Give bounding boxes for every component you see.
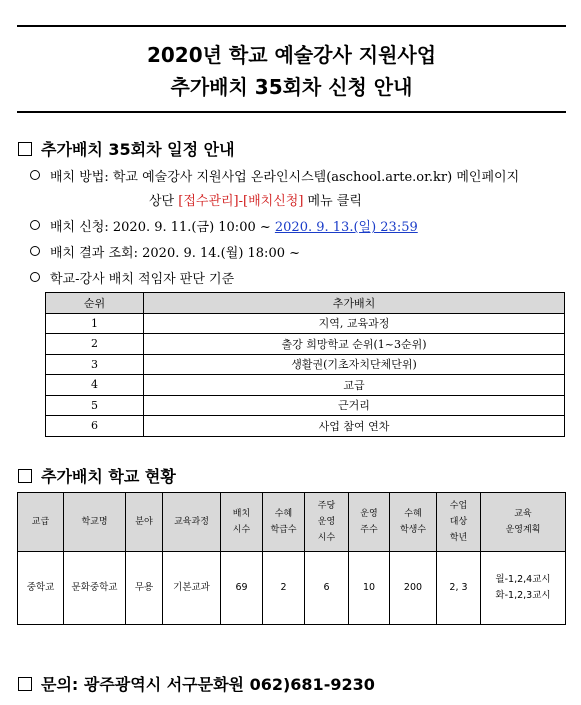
header-cell: 수혜 학급수	[263, 493, 305, 552]
criteria-table	[45, 292, 565, 437]
table-row: 4 교급	[46, 375, 565, 396]
school-table	[17, 492, 566, 625]
checkbox-square-icon	[18, 469, 32, 483]
schedule-item-apply: 배치 신청: 2020. 9. 11.(금) 10:00 ~ 2020. 9. 13.(일) 23:59	[30, 216, 418, 235]
schedule-section-heading	[18, 137, 235, 160]
header-cell: 주당 운영 시수	[305, 493, 349, 552]
menu-path-highlight: [접수관리]-[배치신청]	[178, 194, 304, 209]
table-header-row	[18, 493, 566, 552]
header-cell: 수업 대상 학년	[437, 493, 481, 552]
contact-text: 문의: 광주광역시 서구문화원 062)681-9230	[41, 675, 375, 694]
schedule-item-method	[30, 166, 519, 185]
header-cell: 교육과정	[163, 493, 221, 552]
schedule-item-criteria: 학교-강사 배치 적임자 판단 기준	[30, 268, 234, 287]
header-criteria: 추가배치	[144, 293, 565, 314]
circle-bullet-icon	[30, 246, 40, 256]
page-subtitle: 추가배치 35회차 신청 안내	[170, 75, 413, 99]
method-text: 배치 방법: 학교 예술강사 지원사업 온라인시스템(aschool.arte.or.kr) 메인페이지	[50, 170, 520, 185]
table-row: 2 출강 희망학교 순위(1~3순위)	[46, 334, 565, 355]
header-cell: 배치 시수	[221, 493, 263, 552]
table-row: 3 생활권(기초자치단체단위)	[46, 354, 565, 375]
header-rank: 순위	[46, 293, 144, 314]
schedule-heading-text: 추가배치 35회차 일정 안내	[41, 140, 235, 159]
header-cell: 교급	[18, 493, 64, 552]
circle-bullet-icon	[30, 220, 40, 230]
table-row: 6 사업 참여 연차	[46, 416, 565, 437]
circle-bullet-icon	[30, 272, 40, 282]
header-cell: 학교명	[64, 493, 126, 552]
header-cell: 교육 운영계획	[481, 493, 566, 552]
contact-line	[18, 672, 375, 695]
schedule-item-method-cont: 상단 [접수관리]-[배치신청] 메뉴 클릭	[149, 194, 362, 209]
table-header-row	[46, 293, 565, 314]
schedule-item-result: 배치 결과 조회: 2020. 9. 14.(월) 18:00 ~	[30, 242, 300, 261]
checkbox-square-icon	[18, 142, 32, 156]
page-title: 2020년 학교 예술강사 지원사업	[146, 43, 437, 67]
header-cell: 운영 주수	[349, 493, 390, 552]
header-cell: 수혜 학생수	[390, 493, 437, 552]
title-box	[17, 25, 566, 113]
header-cell: 분야	[126, 493, 163, 552]
table-row: 1 지역, 교육과정	[46, 313, 565, 334]
circle-bullet-icon	[30, 170, 40, 180]
status-heading-text: 추가배치 학교 현황	[41, 467, 176, 486]
deadline-link[interactable]: 2020. 9. 13.(일) 23:59	[274, 220, 418, 235]
status-section-heading	[18, 464, 176, 487]
checkbox-square-icon	[18, 677, 32, 691]
table-row: 5 근거리	[46, 395, 565, 416]
table-row: 중학교 문화중학교 무용 기본교과 69 2 6 10 200 2, 3 월-1,2,4교시 화-1,2,3교시	[18, 552, 566, 625]
